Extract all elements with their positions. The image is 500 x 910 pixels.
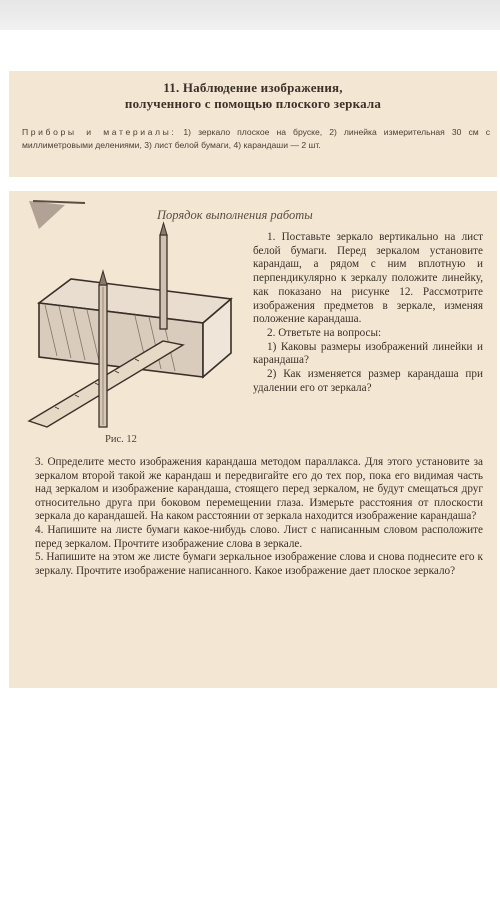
figure-caption: Рис. 12 <box>105 434 137 445</box>
materials-label: Приборы и материалы: <box>22 127 177 137</box>
scan-header-block <box>9 71 497 177</box>
step-4: 4. Напишите на листе бумаги какое-нибудь слово. Лист с написанным словом расположите перед зеркалом. Прочтите изображение слова в зеркале. <box>35 523 483 550</box>
mirror-pencil-ruler-drawing <box>25 199 247 441</box>
step-1: 1. Поставьте зеркало вертикально на лист белой бумаги. Перед зеркалом установите карандаш, а рядом с ним вплотную и перпендикулярно к зеркалу положите линейку, как показано на рисунке 12. Рассмотрите изображения предметов в зеркале, изменяя положение карандаша. <box>253 231 483 326</box>
procedure-title: Порядок выполнения работы <box>157 208 313 222</box>
materials-text: 1) зеркало плоское на бруске, 2) линейка измерительная 30 см с миллиметровыми делениями, 3) лист белой бумаги, 4) карандаши — 2 шт. <box>22 127 490 150</box>
figure-12-mirror-illustration <box>25 199 247 441</box>
step-3: 3. Определите место изображения карандаша методом параллакса. Для этого установите за зеркалом второй такой же карандаш и передвигайте его до тех пор, пока его видимая часть над зеркалом и изображение карандаша, стоящего перед зеркалом, не будут смещаться друг относительно друга при боковом перемещении глаза. Измерьте расстояния от плоскости зеркала до карандашей. На каком расстоянии от зеркала находится изображение карандаша? <box>35 456 483 523</box>
question-1: 1) Каковы размеры изображений линейки и карандаша? <box>253 340 483 367</box>
materials-list <box>22 126 490 152</box>
phone-status-bar <box>0 0 500 30</box>
scan-body-block <box>9 191 497 688</box>
procedure-steps-3-5 <box>35 456 483 578</box>
lab-title-line-2: полученного с помощью плоского зеркала <box>124 96 382 111</box>
lab-title-line-1: 11. Наблюдение изображения, <box>163 80 343 95</box>
question-2: 2) Как изменяется размер карандаша при удалении его от зеркала? <box>253 368 483 394</box>
step-5: 5. Напишите на этом же листе бумаги зеркальное изображение слова и снова поднесите его к зеркалу. Прочтите изображение написанного. Какое изображение дает плоское зеркало? <box>35 551 483 577</box>
procedure-steps-1-2 <box>253 231 483 395</box>
step-2: 2. Ответьте на вопросы: <box>267 326 382 339</box>
